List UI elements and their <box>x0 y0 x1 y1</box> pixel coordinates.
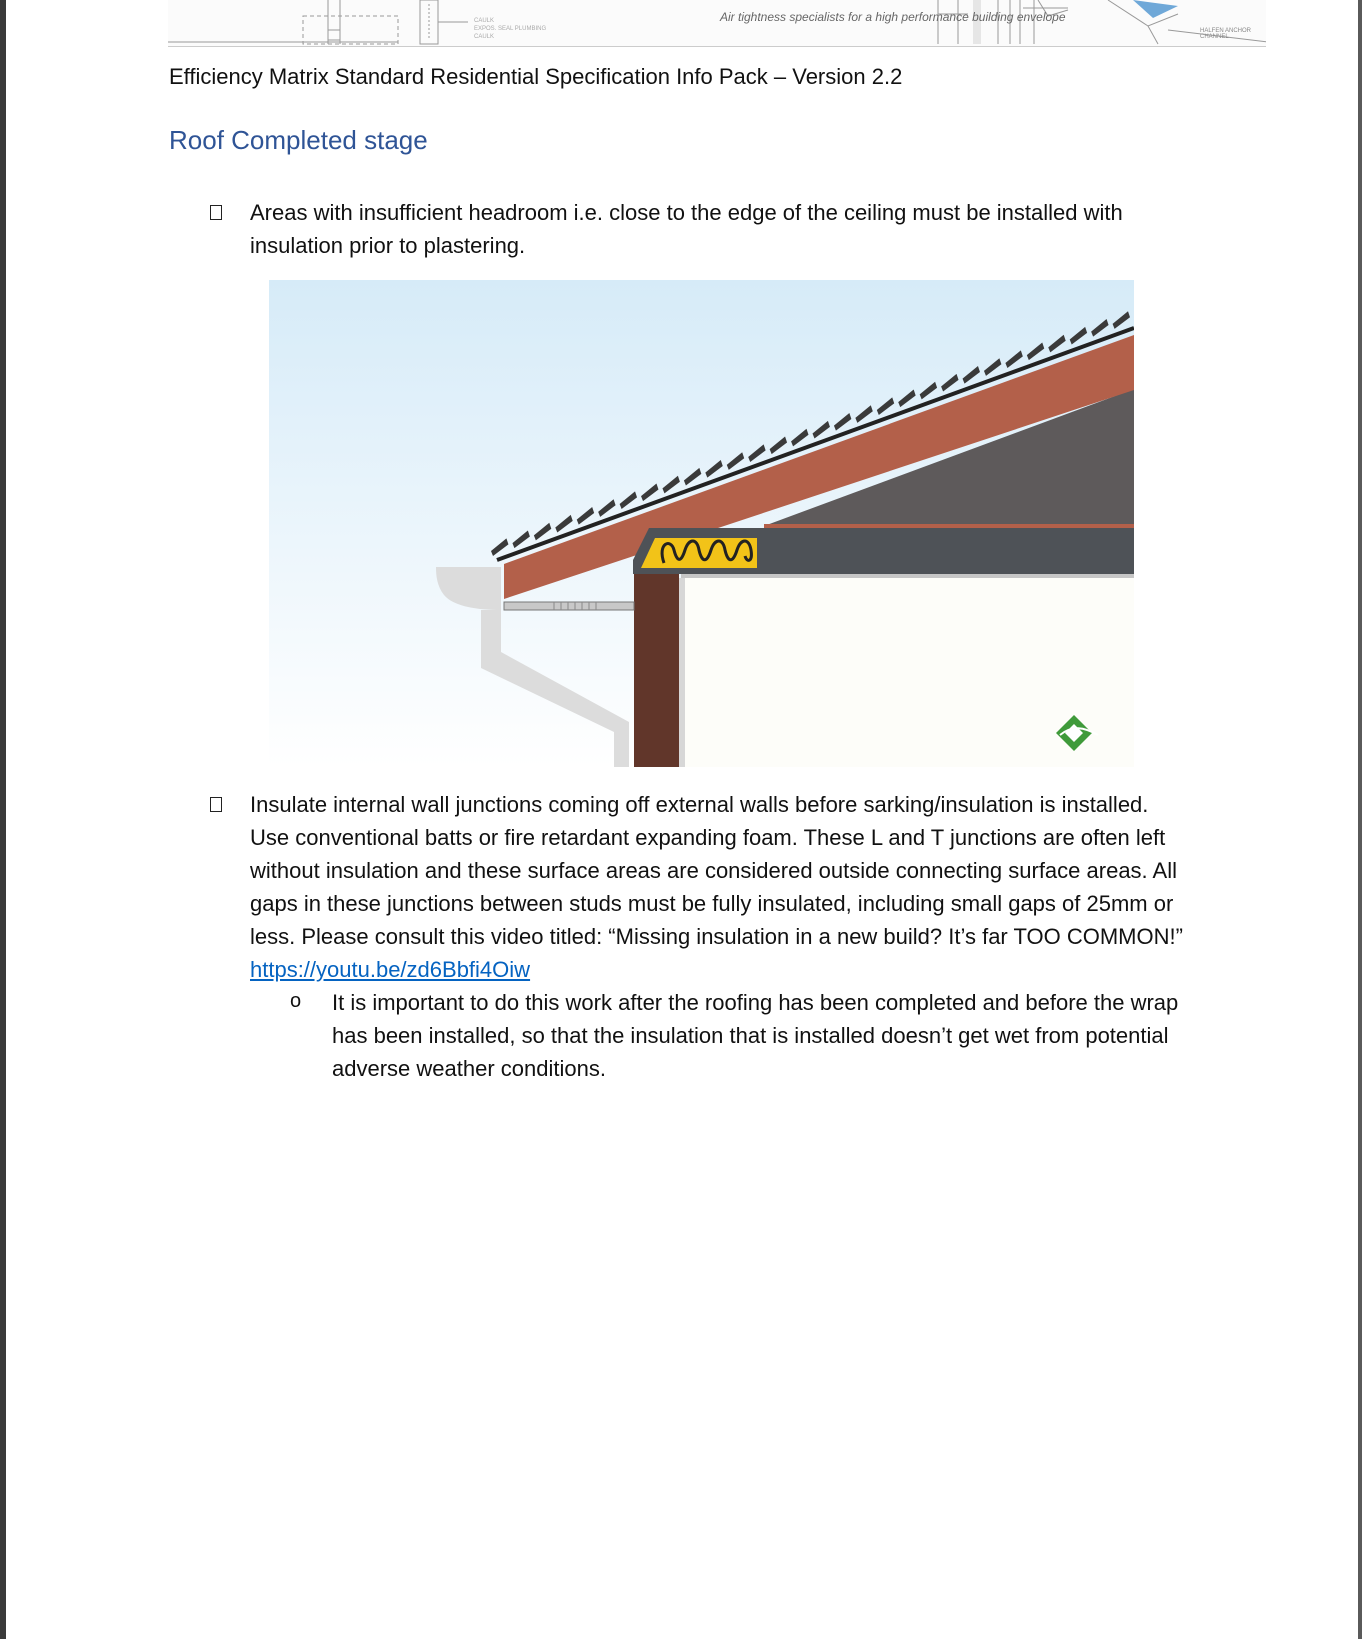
bullet-1-text: Areas with insufficient headroom i.e. close to the edge of the ceiling must be installed with insulation prior to plastering. <box>250 200 1123 258</box>
bullet-checkbox-1 <box>210 205 222 220</box>
header-label-caulk-2: CAULK <box>474 34 495 40</box>
document-title: Efficiency Matrix Standard Residential Specification Info Pack – Version 2.2 <box>169 64 903 89</box>
page-edge-right <box>1358 0 1362 1639</box>
header-label-caulk-1: CAULK <box>474 18 495 24</box>
header-label-halfen-2: CHANNEL <box>1200 34 1229 40</box>
sub-bullet-text: It is important to do this work after the roofing has been completed and before the wrap has been installed, so that the insulation that is installed doesn’t get wet from potential adverse weather conditions. <box>332 990 1179 1081</box>
bullet-2-text <box>250 788 1188 986</box>
header-banner <box>168 0 1266 47</box>
bullet-checkbox-2 <box>210 797 222 812</box>
soffit <box>504 602 634 610</box>
header-drawings <box>168 0 1266 46</box>
page-edge-left <box>0 0 6 1639</box>
header-tagline: Air tightness specialists for a high performance building envelope <box>720 10 1066 24</box>
wall-post <box>634 574 679 767</box>
sub-bullet-marker: o <box>290 990 302 1012</box>
bullet-2-body: Insulate internal wall junctions coming off external walls before sarking/insulation is installed. Use conventional batts or fire retardant expanding foam. These L and T junctions are often left without insulation and these surface areas are considered outside connecting surface areas. All gaps in these junctions between studs must be fully insulated, including small gaps of 25mm or less. Please consult this video titled: “Missing insulation in a new build? It’s far TOO COMMON!” <box>250 792 1183 949</box>
ceiling-lining <box>681 574 1134 578</box>
section-heading: Roof Completed stage <box>169 125 428 155</box>
youtube-video-link[interactable]: https://youtu.be/zd6Bbfi4Oiw <box>250 957 531 982</box>
roof-eave-diagram <box>269 280 1134 767</box>
header-label-expos-seal: EXPOS. SEAL PLUMBING <box>474 26 547 32</box>
header-label-halfen-1: HALFEN ANCHOR <box>1200 28 1252 34</box>
wall-edge <box>679 578 685 767</box>
